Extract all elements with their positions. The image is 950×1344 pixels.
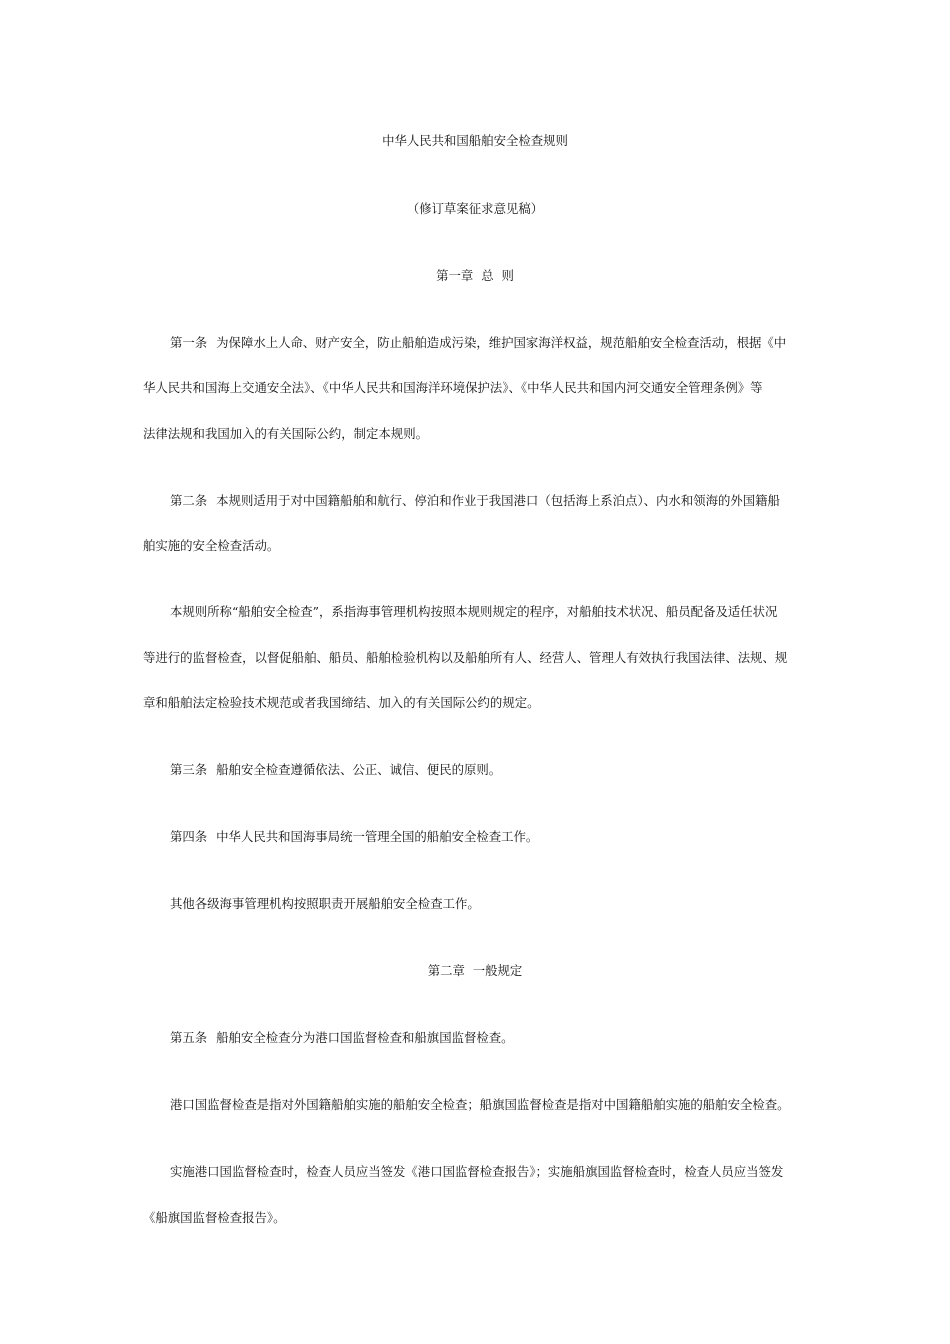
article-4-text: 中华人民共和国海事局统一管理全国的船舶安全检查工作。 xyxy=(216,829,539,844)
chapter-2-heading: 第二章 一般规定 xyxy=(427,963,523,978)
article-2-line-1 xyxy=(170,493,780,509)
article-4-label: 第四条 xyxy=(170,829,208,844)
article-5-line xyxy=(170,1030,514,1046)
article-2-line-2: 舶实施的安全检查活动。 xyxy=(143,538,280,553)
article-1-line-2: 华人民共和国海上交通安全法》、《中华人民共和国海洋环境保护法》、《中华人民共和国内河交通安全管理条例》等 xyxy=(143,380,763,395)
article-3-label: 第三条 xyxy=(170,762,208,777)
article-1-label: 第一条 xyxy=(170,335,208,350)
chapter-1-heading: 第一章 总 则 xyxy=(436,268,514,283)
article-1-text-1: 为保障水上人命、财产安全，防止船舶造成污染，维护国家海洋权益，规范船舶安全检查活动，根据《中 xyxy=(216,335,787,350)
article-3-line xyxy=(170,762,501,778)
article-4b-line: 其他各级海事管理机构按照职责开展船舶安全检查工作。 xyxy=(170,896,480,911)
article-5-label: 第五条 xyxy=(170,1030,208,1045)
article-5-text: 船舶安全检查分为港口国监督检查和船旗国监督检查。 xyxy=(216,1030,514,1045)
article-2b-line-1: 本规则所称“船舶安全检查”，系指海事管理机构按照本规则规定的程序，对船舶技术状况、船员配备及适任状况 xyxy=(170,604,778,619)
document-subtitle: （修订草案征求意见稿） xyxy=(406,201,544,216)
article-2b-line-3: 章和船舶法定检验技术规范或者我国缔结、加入的有关国际公约的规定。 xyxy=(143,695,540,710)
article-1-line-3: 法律法规和我国加入的有关国际公约，制定本规则。 xyxy=(143,426,428,441)
article-1-line-1 xyxy=(170,335,786,351)
article-5c-line-1: 实施港口国监督检查时，检查人员应当签发《港口国监督检查报告》；实施船旗国监督检查时，检查人员应当签发 xyxy=(170,1164,784,1179)
article-2b-line-2: 等进行的监督检查，以督促船舶、船员、船舶检验机构以及船舶所有人、经营人、管理人有效执行我国法律、法规、规 xyxy=(143,650,788,665)
article-4-line xyxy=(170,829,538,845)
article-5b-line: 港口国监督检查是指对外国籍船舶实施的船舶安全检查；船旗国监督检查是指对中国籍船舶实施的船舶安全检查。 xyxy=(170,1097,790,1112)
document-title: 中华人民共和国船舶安全检查规则 xyxy=(382,133,568,148)
article-3-text: 船舶安全检查遵循依法、公正、诚信、便民的原则。 xyxy=(216,762,502,777)
article-5c-line-2: 《船旗国监督检查报告》。 xyxy=(143,1210,286,1225)
article-2-label: 第二条 xyxy=(170,493,208,508)
article-2-text-1: 本规则适用于对中国籍船舶和航行、停泊和作业于我国港口（包括海上系泊点）、内水和领海的外国籍船 xyxy=(216,493,780,508)
